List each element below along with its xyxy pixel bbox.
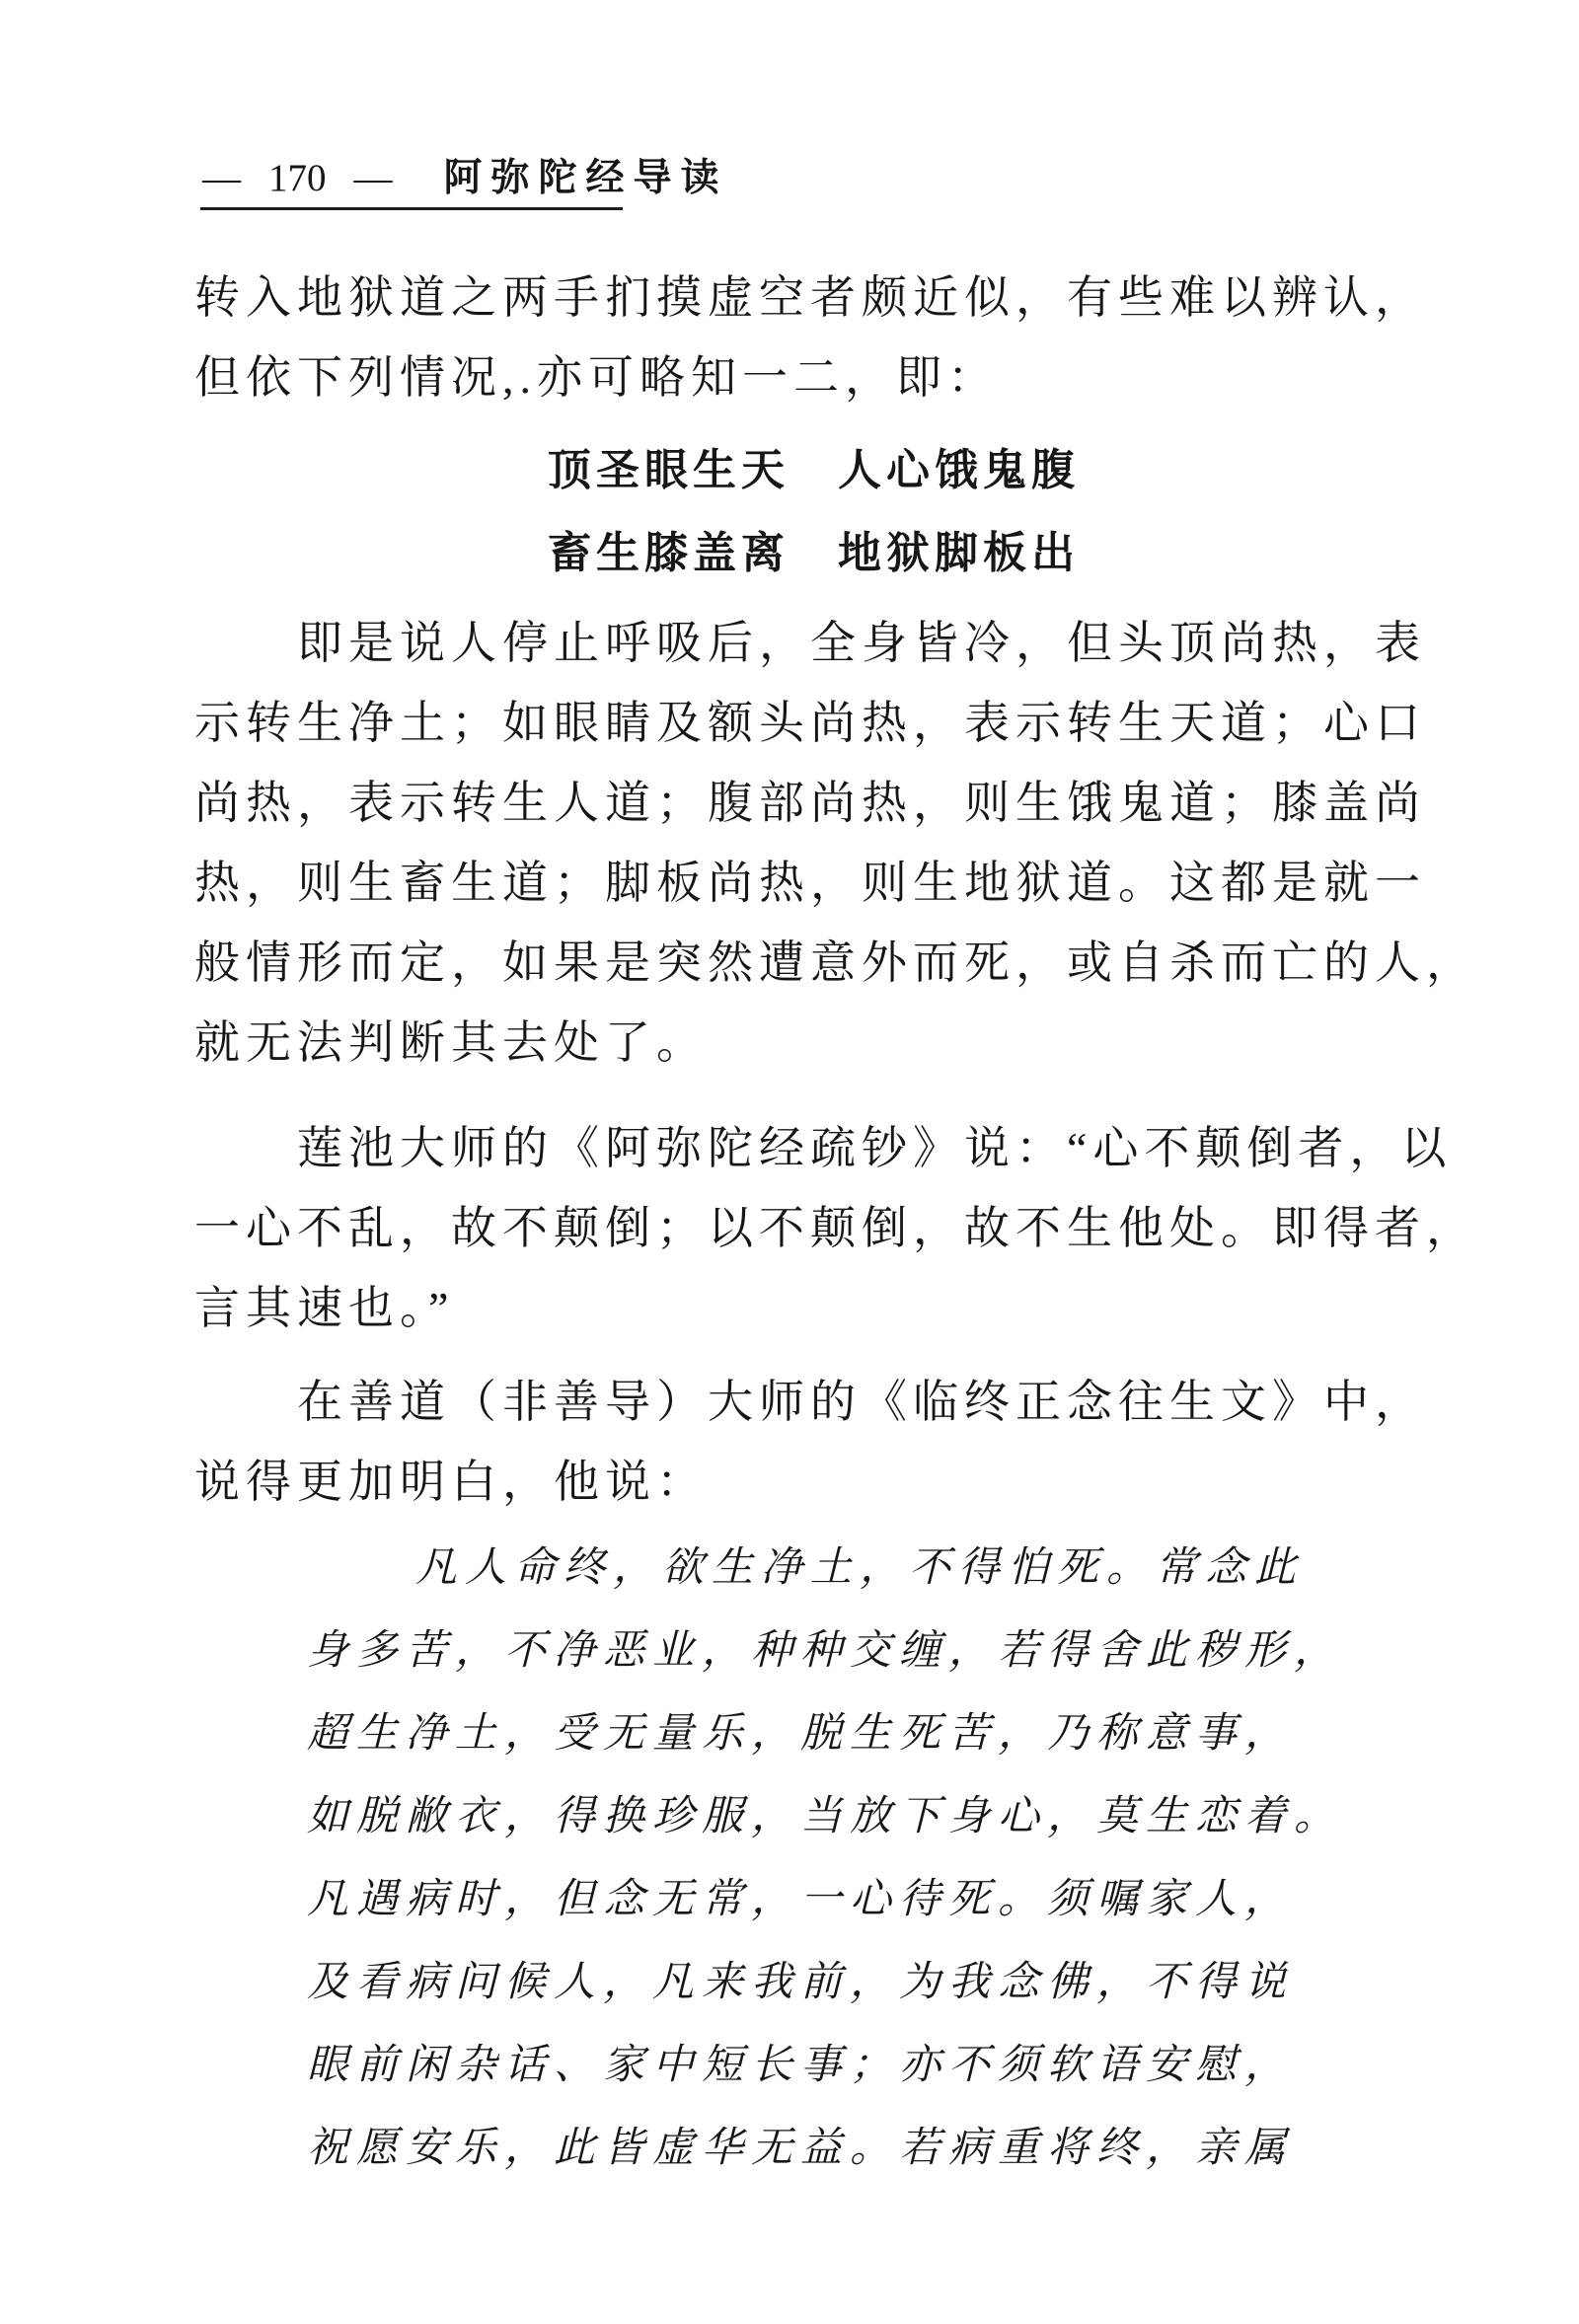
text-line: 即是说人停止呼吸后，全身皆冷，但头顶尚热，表 xyxy=(297,618,1426,668)
book-title: 阿弥陀经导读 xyxy=(443,157,728,199)
header-rule xyxy=(200,207,623,210)
verse-line: 顶圣眼生天 人心饿鬼腹 xyxy=(548,446,1080,494)
paragraph-2 xyxy=(194,603,1477,1083)
quote-line: 超生净土，受无量乐，脱生死苦，乃称意事， xyxy=(307,1711,1295,1757)
quote-line: 凡遇病时，但念无常，一心待死。须嘱家人， xyxy=(307,1877,1295,1922)
text-line: 一心不乱，故不颠倒；以不颠倒，故不生他处。即得者， xyxy=(194,1203,1477,1253)
quotation-block xyxy=(307,1527,1433,2190)
quote-line: 凡人命终，欲生净土，不得怕死。常念此 xyxy=(415,1545,1305,1591)
text-line: 言其速也。” xyxy=(194,1283,455,1333)
paragraph-1 xyxy=(194,258,1433,417)
quote-line: 身多苦，不净恶业，种种交缠，若得舍此秽形， xyxy=(307,1628,1344,1674)
text-line: 转入地狱道之两手扪摸虚空者颇近似，有些难以辨认， xyxy=(194,272,1426,323)
text-line: 但依下列情况,.亦可略知一二，即： xyxy=(194,352,999,403)
header-left-dash: — xyxy=(202,157,241,199)
paragraph-3 xyxy=(194,1108,1477,1348)
text-line: 般情形而定，如果是突然遭意外而死，或自杀而亡的人， xyxy=(194,937,1477,988)
header-right-dash: — xyxy=(353,157,393,199)
text-line: 说得更加明白，他说： xyxy=(194,1457,708,1507)
text-line: 示转生净土；如眼睛及额头尚热，表示转生天道；心口 xyxy=(194,698,1426,748)
quote-line: 眼前闲杂话、家中短长事；亦不须软语安慰， xyxy=(307,2043,1295,2088)
verse-line: 畜生膝盖离 地狱脚板出 xyxy=(548,529,1080,577)
page-number: 170 xyxy=(268,157,327,199)
text-line: 就无法判断其去处了。 xyxy=(194,1017,708,1068)
paragraph-4 xyxy=(194,1362,1433,1522)
text-line: 在善道（非善导）大师的《临终正念往生文》中， xyxy=(297,1377,1426,1427)
quote-line: 及看病问候人，凡来我前，为我念佛，不得说 xyxy=(307,1960,1295,2005)
quote-line: 祝愿安乐，此皆虚华无益。若病重将终，亲属 xyxy=(307,2126,1295,2171)
page-text-column xyxy=(194,258,1477,2190)
quote-line: 如脱敝衣，得换珍服，当放下身心，莫生恋着。 xyxy=(307,1794,1344,1839)
text-line: 莲池大师的《阿弥陀经疏钞》说：“心不颠倒者，以 xyxy=(297,1123,1453,1173)
text-line: 尚热，表示转生人道；腹部尚热，则生饿鬼道；膝盖尚 xyxy=(194,778,1426,828)
page-header xyxy=(202,153,728,204)
text-line: 热，则生畜生道；脚板尚热，则生地狱道。这都是就一 xyxy=(194,858,1426,908)
verse-block xyxy=(194,417,1433,603)
